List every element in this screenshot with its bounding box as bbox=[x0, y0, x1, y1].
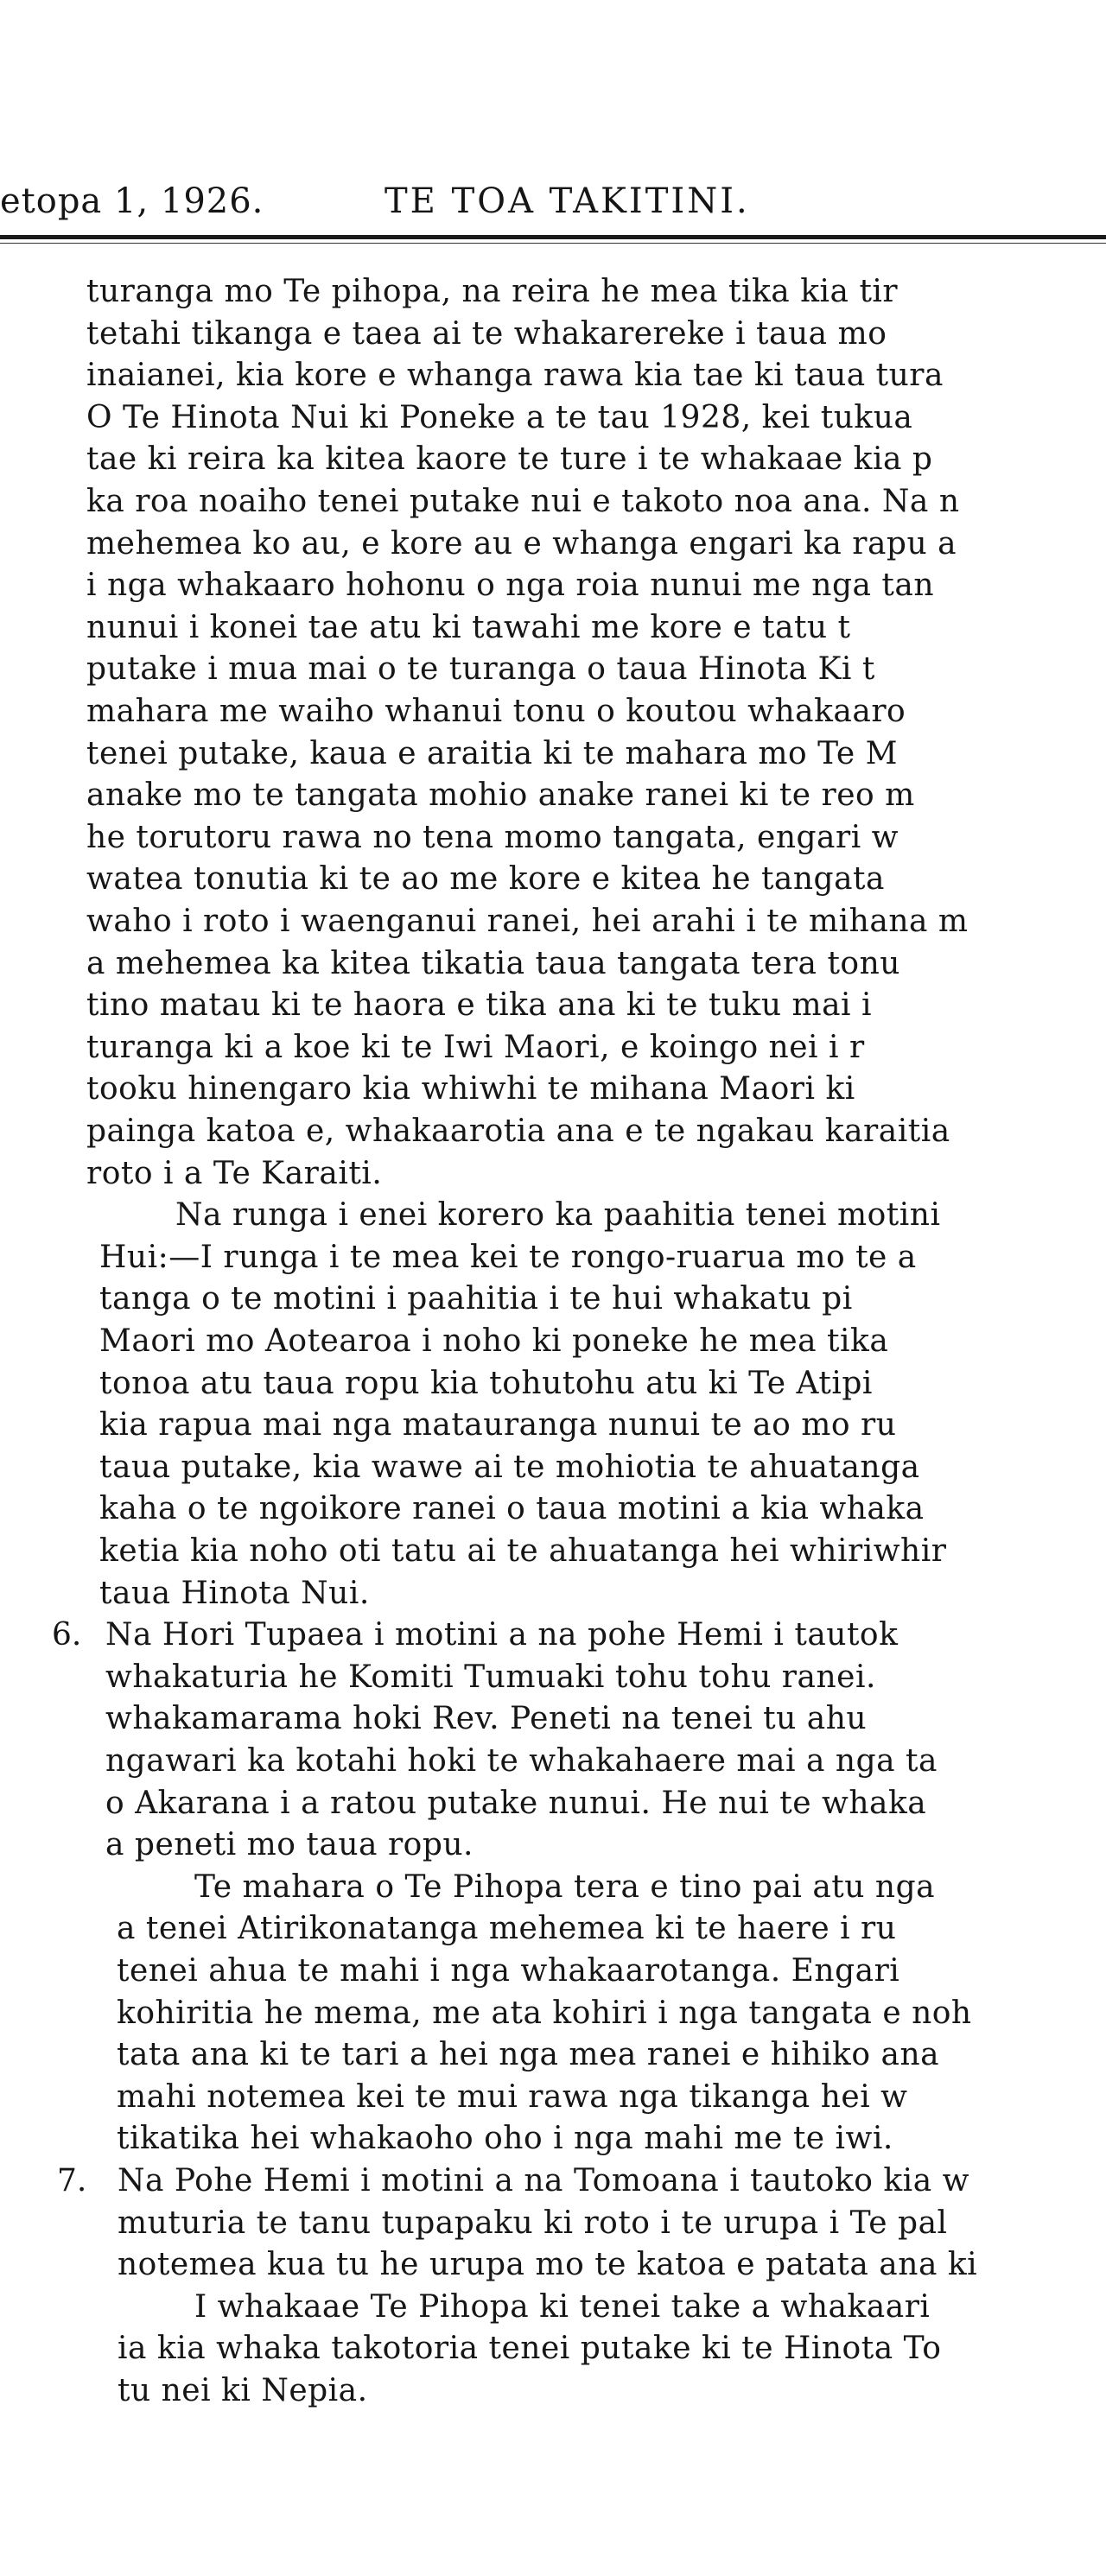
text-line: I whakaae Te Pihopa ki tenei take a whakaari bbox=[194, 2288, 931, 2325]
text-line: Hui:—I runga i te mea kei te rongo-ruarua mo te a bbox=[99, 1239, 917, 1275]
text-line: roto i a Te Karaiti. bbox=[86, 1155, 383, 1191]
text-line: kia rapua mai nga matauranga nunui te ao mo ru bbox=[99, 1407, 897, 1443]
text-line: kohiritia he mema, me ata kohiri i nga tangata e noh bbox=[117, 1995, 972, 2031]
text-line: kaha o te ngoikore ranei o taua motini a kia whaka bbox=[99, 1491, 925, 1527]
newspaper-title: TE TOA TAKITINI. bbox=[385, 181, 750, 221]
text-line: whakaturia he Komiti Tumuaki tohu tohu ranei. bbox=[105, 1659, 876, 1695]
text-line: ka roa noaiho tenei putake nui e takoto noa ana. Na n bbox=[86, 484, 960, 519]
text-line: a peneti mo taua ropu. bbox=[105, 1827, 474, 1863]
header-rule bbox=[0, 235, 1106, 239]
text-line: muturia te tanu tupapaku ki roto i te urupa i Te pal bbox=[118, 2205, 948, 2241]
text-line: ia kia whaka takotoria tenei putake ki te Hinota To bbox=[118, 2331, 942, 2367]
text-line: Na Pohe Hemi i motini a na Tomoana i tautoko kia w bbox=[118, 2163, 969, 2198]
text-line: i nga whakaaro hohonu o nga roia nunui me nga tan bbox=[86, 568, 935, 604]
text-line: notemea kua tu he urupa mo te katoa e patata ana ki bbox=[118, 2247, 978, 2283]
text-line: tino matau ki te haora e tika ana ki te tuku mai i bbox=[86, 987, 873, 1024]
text-line: tae ki reira ka kitea kaore te ture i te whakaae kia p bbox=[86, 441, 933, 478]
text-line: waho i roto i waenganui ranei, hei arahi i te mihana m bbox=[86, 904, 969, 939]
text-line: Maori mo Aotearoa i noho ki poneke he mea tika bbox=[99, 1323, 889, 1359]
text-line: putake i mua mai o te turanga o taua Hinota Ki t bbox=[86, 651, 875, 688]
text-line: mahi notemea kei te mui rawa nga tikanga hei w bbox=[117, 2078, 908, 2115]
header-rule-thin bbox=[0, 243, 1106, 244]
text-line: nunui i konei tae atu ki tawahi me kore e tatu t bbox=[86, 609, 851, 645]
text-line: taua Hinota Nui. bbox=[99, 1575, 370, 1611]
text-line: tanga o te motini i paahitia i te hui whakatu pi bbox=[99, 1281, 853, 1317]
text-line: O Te Hinota Nui ki Poneke a te tau 1928, kei tukua bbox=[86, 399, 913, 435]
text-line: tenei ahua te mahi i nga whakaarotanga. Engari bbox=[117, 1953, 900, 1989]
page-header bbox=[0, 181, 1106, 230]
text-line: watea tonutia ki te ao me kore e kitea he tangata bbox=[86, 861, 885, 898]
text-line: mahara me waiho whanui tonu o koutou whakaaro bbox=[86, 694, 906, 729]
text-line: tetahi tikanga e taea ai te whakarereke i taua mo bbox=[86, 315, 887, 352]
text-line: tonoa atu taua ropu kia tohutohu atu ki Te Atipi bbox=[99, 1365, 873, 1401]
item-number: 7. bbox=[57, 2163, 87, 2198]
text-line: o Akarana i a ratou putake nunui. He nui te whaka bbox=[105, 1785, 927, 1821]
text-line: tikatika hei whakaoho oho i nga mahi me te iwi. bbox=[117, 2121, 893, 2157]
text-line: Te mahara o Te Pihopa tera e tino pai atu nga bbox=[194, 1869, 936, 1905]
text-line: Na Hori Tupaea i motini a na pohe Hemi i tautok bbox=[105, 1617, 899, 1653]
text-line: ketia kia noho oti tatu ai te ahuatanga hei whiriwhir bbox=[99, 1533, 947, 1569]
text-line: turanga ki a koe ki te Iwi Maori, e koingo nei i r bbox=[86, 1029, 865, 1065]
text-line: tu nei ki Nepia. bbox=[118, 2373, 368, 2408]
text-line: tata ana ki te tari a hei nga mea ranei e hihiko ana bbox=[117, 2037, 940, 2073]
article-body bbox=[0, 275, 1106, 2555]
text-line: he torutoru rawa no tena momo tangata, engari w bbox=[86, 819, 899, 855]
text-line: Na runga i enei korero ka paahitia tenei motini bbox=[175, 1197, 941, 1234]
text-line: turanga mo Te pihopa, na reira he mea tika kia tir bbox=[86, 275, 899, 309]
header-date: etopa 1, 1926. bbox=[0, 181, 264, 221]
text-line: a mehemea ka kitea tikatia taua tangata tera tonu bbox=[86, 945, 900, 981]
text-line: tenei putake, kaua e araitia ki te mahara mo Te M bbox=[86, 735, 898, 771]
text-line: inaianei, kia kore e whanga rawa kia tae ki taua tura bbox=[86, 358, 944, 394]
text-line: ngawari ka kotahi hoki te whakahaere mai a nga ta bbox=[105, 1743, 938, 1779]
text-line: taua putake, kia wawe ai te mohiotia te ahuatanga bbox=[99, 1449, 920, 1485]
text-line: mehemea ko au, e kore au e whanga engari ka rapu a bbox=[86, 525, 957, 562]
text-line: whakamaramа hoki Rev. Peneti na tenei tu ahu bbox=[105, 1701, 868, 1737]
text-line: painga katoa e, whakaarotia ana e te ngakau karaitia bbox=[86, 1114, 950, 1149]
text-line: a tenei Atirikonatanga mehemea ki te haere i ru bbox=[117, 1911, 897, 1947]
text-line: tooku hinengaro kia whiwhi te mihana Maori ki bbox=[86, 1071, 855, 1107]
item-number: 6. bbox=[52, 1617, 82, 1653]
text-line: anake mo te tangata mohio anake ranei ki te reo m bbox=[86, 777, 915, 814]
